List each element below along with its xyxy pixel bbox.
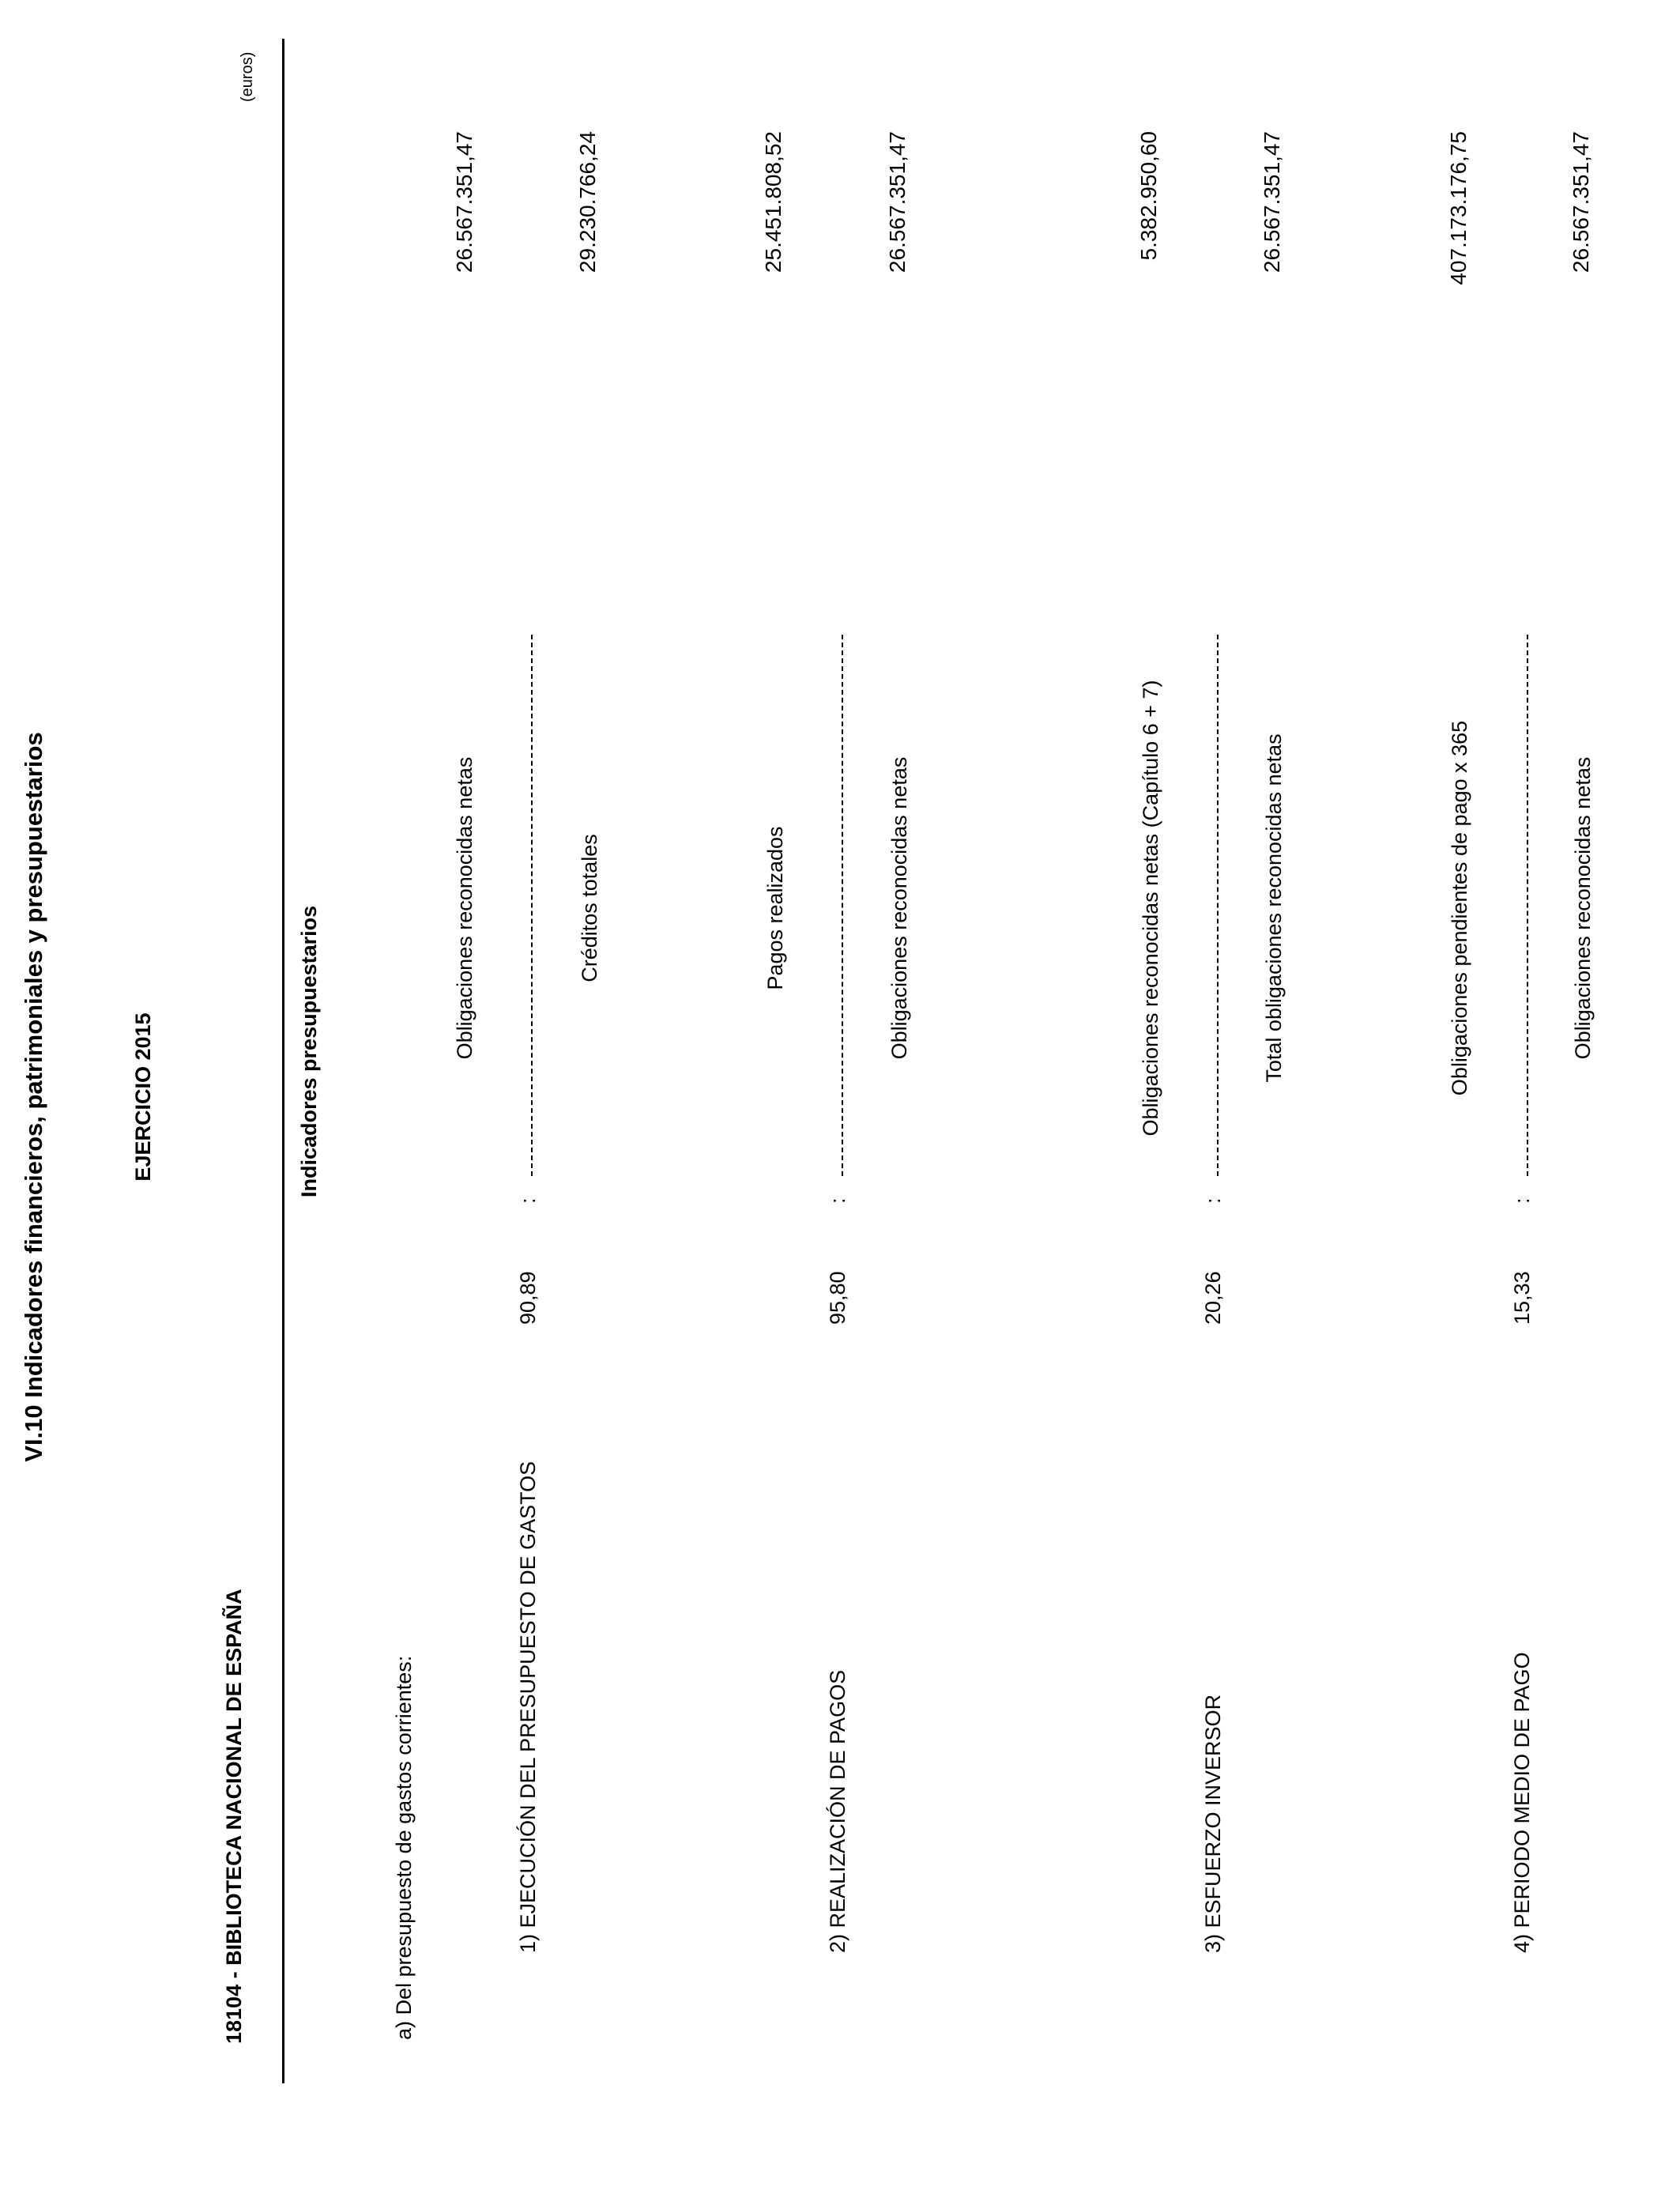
indicator-separator: : bbox=[1201, 1197, 1225, 1204]
indicator-name: 3) ESFUERZO INVERSOR bbox=[1201, 1694, 1225, 1953]
numerator-value: 5.382.950,60 bbox=[1136, 131, 1161, 261]
denominator-value: 29.230.766,24 bbox=[575, 131, 600, 273]
indicator-value: 20,26 bbox=[1201, 1271, 1225, 1325]
entity-name: 18104 - BIBLIOTECA NACIONAL DE ESPAÑA bbox=[222, 1589, 246, 2044]
fraction-line bbox=[1217, 635, 1219, 1176]
numerator-label: Obligaciones reconocidas netas bbox=[453, 756, 477, 1060]
denominator-label: Obligaciones reconocidas netas bbox=[1571, 756, 1595, 1060]
numerator-value: 25.451.808,52 bbox=[761, 131, 785, 273]
unit-label: (euros) bbox=[239, 51, 256, 102]
indicator-value: 15,33 bbox=[1510, 1271, 1534, 1325]
numerator-value: 26.567.351,47 bbox=[452, 131, 477, 273]
fraction-line bbox=[1527, 635, 1528, 1176]
numerator-label: Obligaciones pendientes de pago x 365 bbox=[1448, 720, 1471, 1096]
header-rule bbox=[282, 39, 284, 2083]
report-title: VI.10 Indicadores financieros, patrimoniales y presupuestarios bbox=[20, 732, 47, 1462]
denominator-value: 26.567.351,47 bbox=[1260, 131, 1284, 273]
denominator-label: Obligaciones reconocidas netas bbox=[887, 756, 911, 1060]
denominator-label: Total obligaciones reconocidas netas bbox=[1262, 733, 1286, 1083]
numerator-label: Pagos realizados bbox=[763, 826, 787, 990]
denominator-label: Créditos totales bbox=[578, 834, 601, 982]
numerator-label: Obligaciones reconocidas netas (Capítulo 6 + 7) bbox=[1139, 680, 1162, 1137]
exercise-year: EJERCICIO 2015 bbox=[131, 1012, 155, 1182]
indicator-value: 90,89 bbox=[516, 1271, 540, 1325]
indicator-name: 2) REALIZACIÓN DE PAGOS bbox=[826, 1669, 849, 1953]
denominator-value: 26.567.351,47 bbox=[1569, 131, 1593, 273]
section-heading: Indicadores presupuestarios bbox=[297, 905, 321, 1197]
indicator-separator: : bbox=[516, 1197, 540, 1204]
indicator-name: 4) PERIODO MEDIO DE PAGO bbox=[1510, 1652, 1534, 1953]
indicator-separator: : bbox=[826, 1197, 849, 1204]
fraction-line bbox=[531, 635, 533, 1176]
indicator-value: 95,80 bbox=[826, 1271, 849, 1325]
indicator-name: 1) EJECUCIÓN DEL PRESUPUESTO DE GASTOS bbox=[516, 1461, 540, 1953]
fraction-line bbox=[842, 635, 843, 1176]
group-a-label: a) Del presupuesto de gastos corrientes: bbox=[392, 1655, 416, 2040]
denominator-value: 26.567.351,47 bbox=[885, 131, 910, 273]
numerator-value: 407.173.176,75 bbox=[1446, 131, 1471, 285]
indicator-separator: : bbox=[1510, 1197, 1534, 1204]
